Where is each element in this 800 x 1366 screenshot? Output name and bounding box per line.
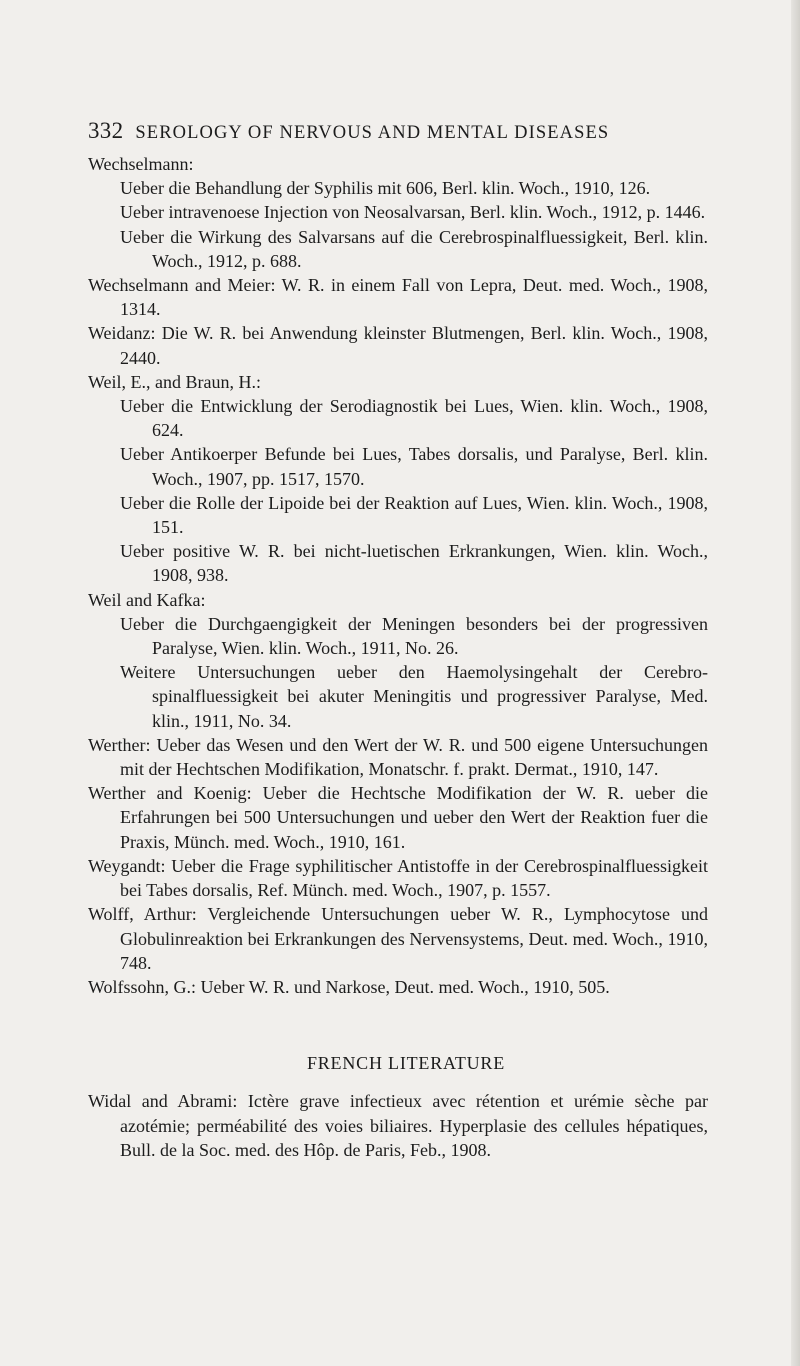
bibliography-entry: Widal and Abrami: Ictère grave infectieux avec rétention et urémie sèche par azotémie; perméabilité des voies biliaires. Hyperplasie des cellules hépatiques, Bull. de la Soc. med. des Hôp. de Paris, Feb., 1908. — [88, 1091, 708, 1160]
bibliography-content — [88, 152, 708, 1162]
bibliography-entry: Wechselmann: — [88, 154, 194, 174]
section-heading-french: FRENCH LITERATURE — [306, 1053, 506, 1074]
german-bibliography — [88, 152, 708, 999]
bibliography-entry: Weygandt: Ueber die Frage syphilitischer Antistoffe in der Cerebrospinalfluessigkeit bei Tabes dorsalis, Ref. Münch. med. Woch., 1907, p. 1557. — [88, 855, 708, 901]
running-title: SEROLOGY OF NERVOUS AND MENTAL DISEASES — [135, 123, 610, 143]
bibliography-subentry: Ueber die Durchgaengigkeit der Meningen besonders bei der progressiven Paralyse, Wien. klin. Woch., 1911, No. 26. — [120, 613, 708, 659]
bibliography-entry: Wolfssohn, G.: Ueber W. R. und Narkose, Deut. med. Woch., 1910, 505. — [88, 976, 610, 997]
page-number: 332 — [88, 118, 124, 143]
bibliography-subentry: Weitere Untersuchungen ueber den Haemolysingehalt der Cerebrospinalfluessigkeit bei akuter Meningitis und progressiver Paralyse, Med. klin., 1911, No. 34. — [120, 662, 708, 731]
bibliography-subentry: Ueber die Behandlung der Syphilis mit 606, Berl. klin. Woch., 1910, 126. — [120, 178, 651, 199]
bibliography-entry: Werther: Ueber das Wesen und den Wert der W. R. und 500 eigene Untersuchungen mit der Hechtschen Modifikation, Monatschr. f. prakt. Dermat., 1910, 147. — [88, 734, 708, 780]
bibliography-entry: Wechselmann and Meier: W. R. in einem Fall von Lepra, Deut. med. Woch., 1908, 1314. — [88, 275, 708, 320]
bibliography-subentry: Ueber die Rolle der Lipoide bei der Reaktion auf Lues, Wien. klin. Woch., 1908, 151. — [120, 492, 708, 538]
bibliography-subentry: Ueber positive W. R. bei nicht-luetischen Erkrankungen, Wien. klin. Woch., 1908, 938. — [120, 541, 708, 586]
running-header — [88, 118, 728, 154]
bibliography-entry: Weidanz: Die W. R. bei Anwendung kleinster Blutmengen, Berl. klin. Woch., 1908, 2440. — [88, 323, 708, 368]
bibliography-entry: Weil and Kafka: — [88, 589, 206, 610]
bibliography-entry: Weil, E., and Braun, H.: — [88, 371, 262, 392]
bibliography-entry: Wolff, Arthur: Vergleichende Untersuchungen ueber W. R., Lymphocytose und Globulinreaktion bei Erkrankungen des Nervensystems, Deut. med. Woch., 1910, 748. — [88, 904, 708, 973]
page-edge-shadow — [791, 0, 800, 1366]
bibliography-subentry: Ueber die Wirkung des Salvarsans auf die Cerebrospinalfluessigkeit, Berl. klin. Woch., 1912, p. 688. — [120, 226, 708, 271]
bibliography-entry: Werther and Koenig: Ueber die Hechtsche Modifikation der W. R. ueber die Erfahrungen bei 500 Untersuchungen und ueber den Wert der Reaktion fuer die Praxis, Münch. med. Woch., 1910, 161. — [88, 783, 708, 852]
bibliography-subentry: Ueber intravenoese Injection von Neosalvarsan, Berl. klin. Woch., 1912, p. 1446. — [120, 202, 706, 223]
bibliography-subentry: Ueber Antikoerper Befunde bei Lues, Tabes dorsalis, und Paralyse, Berl. klin. Woch., 1907, pp. 1517, 1570. — [120, 444, 708, 489]
bibliography-subentry: Ueber die Entwicklung der Serodiagnostik bei Lues, Wien. klin. Woch., 1908, 624. — [120, 396, 708, 441]
french-bibliography — [88, 1089, 708, 1162]
